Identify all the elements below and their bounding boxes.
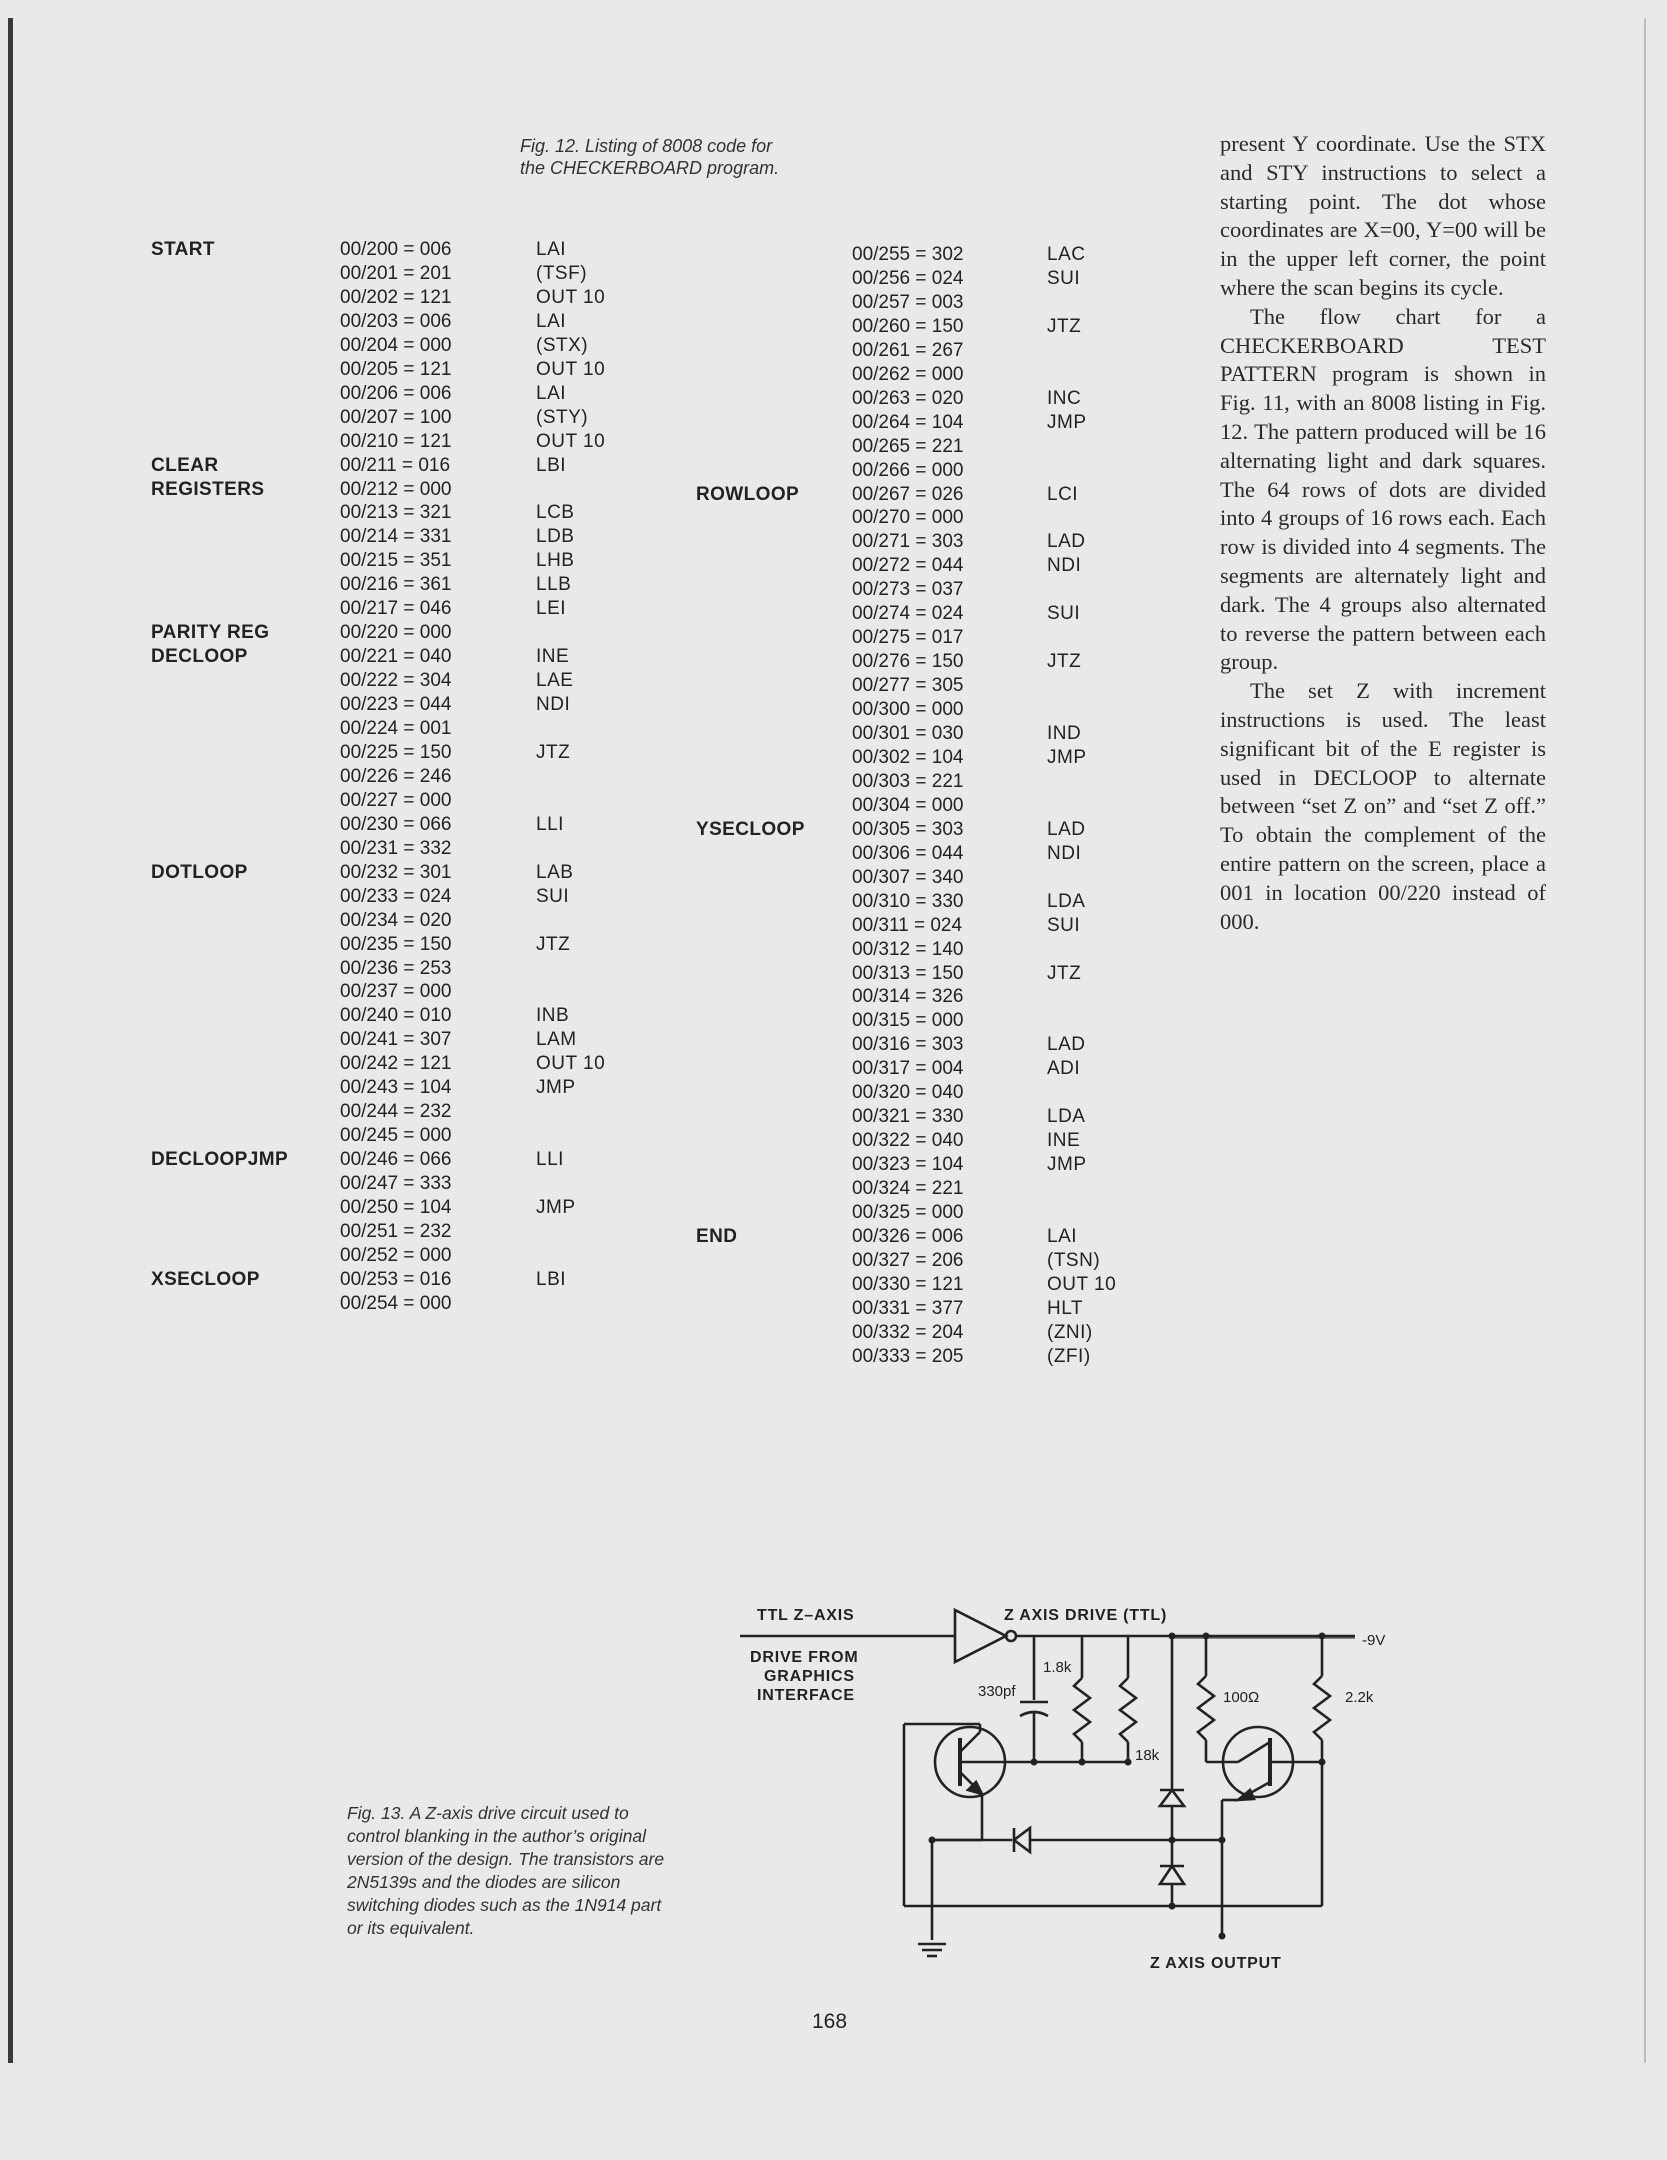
listing-address: 00/302 = 104	[852, 746, 964, 768]
z-axis-output-label: Z AXIS OUTPUT	[1150, 1955, 1282, 1972]
junction-dot-11	[1319, 1759, 1326, 1766]
listing-address: 00/311 = 024	[852, 914, 963, 936]
listing-address: 00/224 = 001	[340, 718, 452, 739]
listing-mnemonic: OUT 10	[536, 286, 606, 308]
listing-address: 00/321 = 330	[852, 1106, 964, 1128]
fig12-caption-line2: the CHECKERBOARD program.	[520, 158, 780, 178]
listing-address: 00/331 = 377	[852, 1297, 964, 1319]
listing-address: 00/325 = 000	[852, 1202, 964, 1223]
listing-mnemonic: INB	[536, 1005, 570, 1027]
listing-mnemonic: LCI	[1047, 483, 1079, 505]
listing-mnemonic: INC	[1047, 387, 1082, 409]
listing-address: 00/221 = 040	[340, 646, 452, 668]
listing-address: 00/232 = 301	[340, 861, 452, 883]
junction-dot-5	[1203, 1633, 1210, 1640]
listing-address: 00/237 = 000	[340, 981, 452, 1003]
listing-address: 00/330 = 121	[852, 1273, 964, 1295]
output-terminal-dot	[1219, 1933, 1226, 1940]
listing-address: 00/300 = 000	[852, 699, 964, 721]
listing-address: 00/327 = 206	[852, 1249, 964, 1271]
listing-mnemonic: LAM	[536, 1029, 577, 1051]
listing-address: 00/255 = 302	[852, 244, 964, 265]
listing-mnemonic: LEI	[536, 598, 567, 620]
listing-mnemonic: OUT 10	[536, 430, 606, 452]
listing-mnemonic: JTZ	[1047, 315, 1082, 337]
listing-mnemonic: LAI	[536, 310, 567, 332]
listing-mnemonic: ADI	[1047, 1058, 1081, 1080]
listing-label: YSECLOOP	[696, 818, 805, 840]
listing-mnemonic: OUT 10	[536, 358, 606, 380]
listing-mnemonic: LHB	[536, 550, 575, 572]
r4-label: 2.2k	[1345, 1689, 1374, 1706]
listing-address: 00/314 = 326	[852, 986, 964, 1008]
listing-address: 00/333 = 205	[852, 1345, 964, 1367]
listing-address: 00/230 = 066	[340, 813, 452, 835]
listing-address: 00/304 = 000	[852, 794, 964, 816]
listing-mnemonic: (ZNI)	[1047, 1321, 1093, 1343]
listing-mnemonic: (STX)	[536, 334, 589, 356]
listing-label: PARITY REG	[151, 622, 270, 644]
listing-address: 00/212 = 000	[340, 478, 452, 500]
listing-label: DECLOOP	[151, 646, 248, 668]
listing-address: 00/213 = 321	[340, 502, 452, 524]
listing-address: 00/244 = 232	[340, 1101, 452, 1123]
listing-address: 00/247 = 333	[340, 1173, 452, 1195]
listing-address: 00/217 = 046	[340, 598, 452, 620]
ttl-z-axis-label: TTL Z–AXIS	[757, 1607, 855, 1624]
listing-address: 00/326 = 006	[852, 1225, 964, 1247]
listing-label: XSECLOOP	[151, 1268, 260, 1290]
listing-address: 00/276 = 150	[852, 651, 964, 673]
listing-address: 00/271 = 303	[852, 531, 964, 553]
listing-mnemonic: LLI	[536, 813, 564, 835]
listing-mnemonic: INE	[1047, 1130, 1081, 1152]
listing-address: 00/236 = 253	[340, 957, 452, 979]
listing-address: 00/303 = 221	[852, 770, 964, 792]
listing-address: 00/231 = 332	[340, 837, 452, 859]
listing-mnemonic: NDI	[536, 694, 571, 716]
listing-address: 00/220 = 000	[340, 622, 452, 644]
drive-from-label-3: INTERFACE	[757, 1687, 855, 1704]
listing-address: 00/260 = 150	[852, 315, 964, 337]
body-paragraph-1: present Y coordinate. Use the STX and STY instructions to select a starting point. The dot whose coordinates are X=00, Y=00 will be in the upper left corner, the point where the scan begins its cycle.	[1220, 131, 1546, 300]
fig13-caption: Fig. 13. A Z-axis drive circuit used to control blanking in the author’s original version of the design. The transistors are 2N5139s and the diodes are silicon switching diodes such as the 1N914 part or its equivalent.	[347, 1803, 665, 1938]
listing-mnemonic: LAE	[536, 670, 574, 692]
listing-mnemonic: LAD	[1047, 1034, 1086, 1056]
junction-dot-6	[1319, 1633, 1326, 1640]
r3-label: 100Ω	[1223, 1689, 1260, 1706]
buffer-triangle	[955, 1610, 1006, 1662]
listing-address: 00/243 = 104	[340, 1077, 452, 1099]
listing-address: 00/263 = 020	[852, 387, 964, 409]
listing-address: 00/266 = 000	[852, 459, 964, 481]
listing-address: 00/240 = 010	[340, 1005, 452, 1027]
drive-from-label-2: GRAPHICS	[764, 1668, 855, 1685]
listing-address: 00/261 = 267	[852, 339, 964, 361]
listing-mnemonic: INE	[536, 646, 570, 668]
listing-mnemonic: LBI	[536, 454, 567, 476]
junction-dot-7	[929, 1837, 936, 1844]
listing-mnemonic: JMP	[1047, 411, 1087, 433]
junction-dot-2	[1079, 1759, 1086, 1766]
listing-address: 00/324 = 221	[852, 1178, 964, 1200]
listing-address: 00/312 = 140	[852, 938, 964, 960]
r2-label: 18k	[1135, 1747, 1160, 1764]
listing-address: 00/251 = 232	[340, 1220, 452, 1242]
listing-address: 00/267 = 026	[852, 483, 964, 505]
listing-address: 00/202 = 121	[340, 286, 452, 308]
listing-mnemonic: LDB	[536, 526, 575, 548]
listing-address: 00/322 = 040	[852, 1130, 964, 1152]
listing-address: 00/226 = 246	[340, 765, 452, 787]
listing-mnemonic: JMP	[536, 1197, 576, 1218]
listing-label: CLEAR	[151, 454, 219, 476]
listing-mnemonic: JTZ	[1047, 962, 1082, 984]
listing-address: 00/257 = 003	[852, 291, 964, 313]
fig12-caption-line1: Fig. 12. Listing of 8008 code for	[520, 136, 773, 156]
body-paragraph-3: The set Z with increment instructions is used. The least significant bit of the E register is used in DECLOOP to alternate between “set Z on” and “set Z off.” To obtain the complement of the entire pattern on the screen, place a 001 in location 00/220 instead of 000.	[1220, 678, 1546, 934]
left-transistor-collector	[960, 1732, 980, 1752]
listing-address: 00/252 = 000	[340, 1244, 452, 1266]
listing-address: 00/277 = 305	[852, 675, 964, 697]
listing-label: START	[151, 239, 215, 260]
listing-address: 00/223 = 044	[340, 694, 452, 716]
listing-mnemonic: JMP	[1047, 746, 1087, 768]
listing-mnemonic: JTZ	[536, 741, 571, 763]
listing-label: DECLOOPJMP	[151, 1149, 289, 1171]
listing-mnemonic: NDI	[1047, 555, 1082, 577]
listing-address: 00/222 = 304	[340, 670, 452, 692]
listing-mnemonic: NDI	[1047, 842, 1082, 864]
r2-zigzag	[1120, 1678, 1136, 1742]
listing-address: 00/227 = 000	[340, 789, 452, 811]
listing-address: 00/273 = 037	[852, 579, 964, 601]
listing-address: 00/313 = 150	[852, 962, 964, 984]
listing-mnemonic: LBI	[536, 1268, 567, 1290]
listing-mnemonic: LLI	[536, 1149, 564, 1171]
r1-label: 1.8k	[1043, 1659, 1072, 1676]
listing-mnemonic: LAD	[1047, 531, 1086, 553]
listing-address: 00/201 = 201	[340, 262, 452, 284]
listing-label: ROWLOOP	[696, 483, 800, 505]
junction-dot-8	[1169, 1837, 1176, 1844]
listing-mnemonic: SUI	[1047, 267, 1081, 289]
listing-label: END	[696, 1225, 738, 1247]
listing-address: 00/242 = 121	[340, 1053, 452, 1075]
listing-address: 00/234 = 020	[340, 909, 452, 931]
listing-address: 00/301 = 030	[852, 723, 964, 744]
listing-mnemonic: OUT 10	[1047, 1273, 1117, 1295]
listing-address: 00/316 = 303	[852, 1034, 964, 1056]
listing-address: 00/275 = 017	[852, 627, 964, 649]
listing-address: 00/235 = 150	[340, 933, 452, 955]
listing-address: 00/320 = 040	[852, 1082, 964, 1104]
diode-top	[1160, 1790, 1184, 1806]
listing-address: 00/204 = 000	[340, 334, 452, 356]
listing-mnemonic: SUI	[1047, 914, 1081, 936]
listing-label: DOTLOOP	[151, 861, 248, 883]
listing-address: 00/317 = 004	[852, 1058, 964, 1080]
junction-dot-1	[1031, 1759, 1038, 1766]
listing-address: 00/207 = 100	[340, 406, 452, 428]
listing-address: 00/274 = 024	[852, 603, 964, 625]
listing-mnemonic: HLT	[1047, 1297, 1083, 1319]
listing-mnemonic: JMP	[1047, 1154, 1087, 1176]
listing-mnemonic: SUI	[536, 885, 570, 907]
listing-mnemonic: LDA	[1047, 1106, 1086, 1128]
listing-address: 00/305 = 303	[852, 818, 964, 840]
listing-mnemonic: LDA	[1047, 890, 1086, 912]
diode-horizontal	[1014, 1828, 1030, 1852]
junction-dot-9	[1219, 1837, 1226, 1844]
listing-address: 00/323 = 104	[852, 1154, 964, 1176]
listing-mnemonic: LAD	[1047, 818, 1086, 840]
listing-address: 00/270 = 000	[852, 507, 964, 529]
listing-address: 00/241 = 307	[340, 1029, 452, 1051]
junction-dot-10	[1169, 1903, 1176, 1910]
r4-zigzag	[1314, 1676, 1330, 1740]
r1-zigzag	[1074, 1678, 1090, 1742]
r3-zigzag	[1198, 1676, 1214, 1740]
listing-address: 00/306 = 044	[852, 842, 964, 864]
listing-address: 00/211 = 016	[340, 454, 451, 476]
listing-mnemonic: LCB	[536, 502, 575, 524]
listing-address: 00/210 = 121	[340, 430, 452, 452]
listing-mnemonic: SUI	[1047, 603, 1081, 625]
listing-address: 00/200 = 006	[340, 239, 452, 260]
body-paragraph-2: The flow chart for a CHECKERBOARD TEST PATTERN program is shown in Fig. 11, with an 8008 listing in Fig. 12. The pattern produced will be 16 alternating light and dark squares. The 64 rows of dots are divided into 4 groups of 16 rows each. Each row is divided into 4 segments. The segments are alternately light and dark. The 4 groups also alternated to reverse the pattern between each group.	[1220, 303, 1546, 675]
listing-address: 00/272 = 044	[852, 555, 964, 577]
listing-mnemonic: LAB	[536, 861, 574, 883]
listing-mnemonic: (STY)	[536, 406, 589, 428]
drive-from-label-1: DRIVE FROM	[750, 1649, 859, 1666]
right-transistor-collector	[1238, 1742, 1270, 1762]
listing-address: 00/215 = 351	[340, 550, 452, 572]
listing-mnemonic: LAI	[536, 239, 567, 260]
listing-mnemonic: JTZ	[1047, 651, 1082, 673]
listing-mnemonic: IND	[1047, 723, 1082, 744]
listing-address: 00/307 = 340	[852, 866, 964, 888]
listing-address: 00/246 = 066	[340, 1149, 452, 1171]
listing-address: 00/253 = 016	[340, 1268, 452, 1290]
listing-address: 00/332 = 204	[852, 1321, 964, 1343]
listing-address: 00/216 = 361	[340, 574, 452, 596]
capacitor-label: 330pf	[978, 1683, 1016, 1700]
listing-address: 00/256 = 024	[852, 267, 964, 289]
page-number: 168	[812, 2010, 848, 2033]
listing-mnemonic: LAC	[1047, 244, 1086, 265]
z-axis-drive-label: Z AXIS DRIVE (TTL)	[1004, 1607, 1168, 1624]
junction-dot-3	[1125, 1759, 1132, 1766]
listing-address: 00/250 = 104	[340, 1197, 452, 1218]
listing-address: 00/262 = 000	[852, 363, 964, 385]
listing-mnemonic: LAI	[1047, 1225, 1078, 1247]
listing-address: 00/214 = 331	[340, 526, 452, 548]
listing-address: 00/206 = 006	[340, 382, 452, 404]
diode-bottom	[1160, 1866, 1184, 1884]
listing-mnemonic: (TSF)	[536, 262, 588, 284]
listing-address: 00/315 = 000	[852, 1010, 964, 1032]
listing-mnemonic: OUT 10	[536, 1053, 606, 1075]
listing-label: REGISTERS	[151, 478, 265, 500]
listing-address: 00/310 = 330	[852, 890, 964, 912]
listing-mnemonic: (ZFI)	[1047, 1345, 1091, 1367]
listing-address: 00/254 = 000	[340, 1292, 452, 1314]
listing-mnemonic: (TSN)	[1047, 1249, 1101, 1271]
listing-address: 00/265 = 221	[852, 435, 964, 457]
listing-address: 00/225 = 150	[340, 741, 452, 763]
listing-mnemonic: JMP	[536, 1077, 576, 1099]
listing-mnemonic: LLB	[536, 574, 572, 596]
listing-address: 00/233 = 024	[340, 885, 452, 907]
listing-address: 00/205 = 121	[340, 358, 452, 380]
listing-mnemonic: LAI	[536, 382, 567, 404]
supply-label: -9V	[1362, 1632, 1386, 1649]
listing-address: 00/264 = 104	[852, 411, 964, 433]
listing-mnemonic: JTZ	[536, 933, 571, 955]
junction-dot-4	[1169, 1633, 1176, 1640]
listing-address: 00/203 = 006	[340, 310, 452, 332]
listing-address: 00/245 = 000	[340, 1125, 452, 1147]
